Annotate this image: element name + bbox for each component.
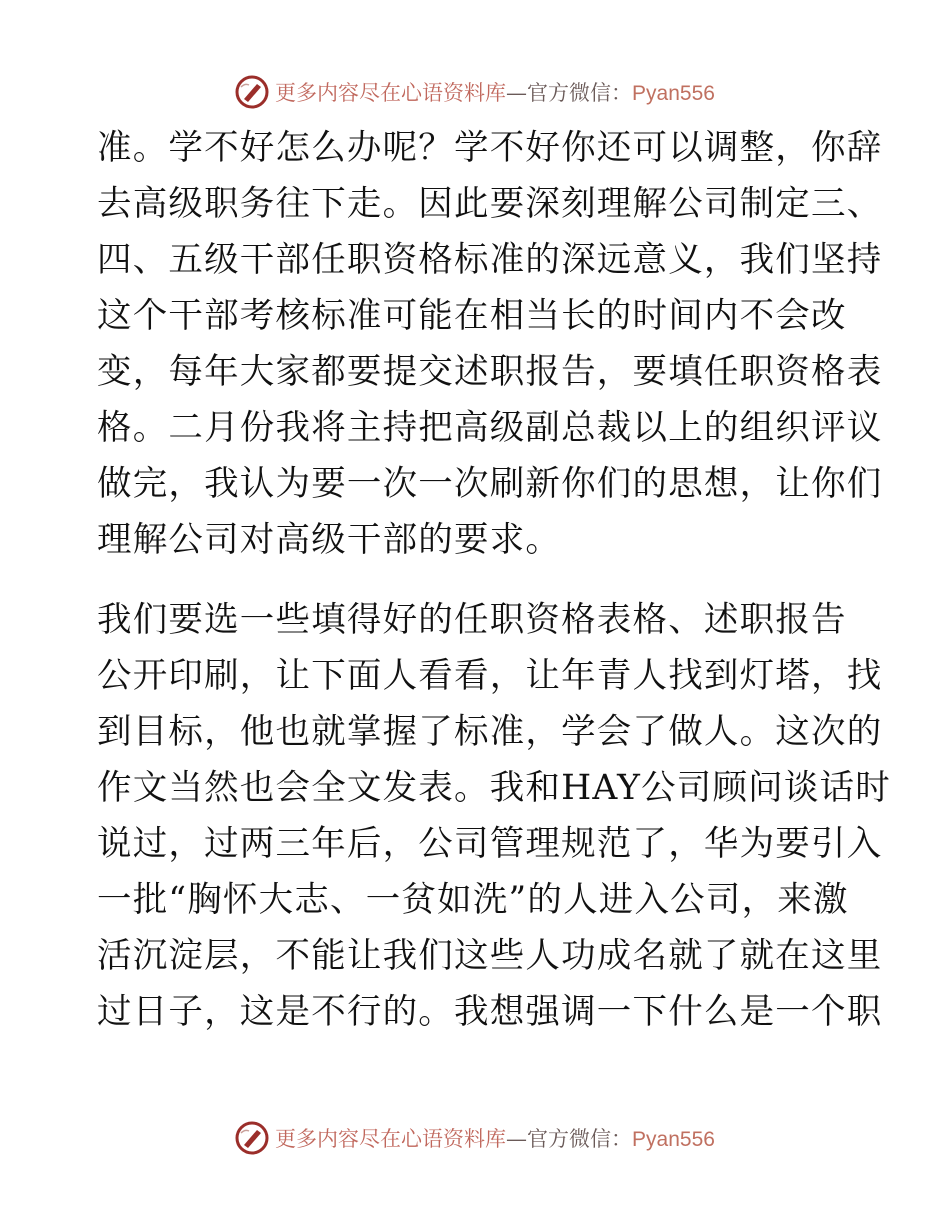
text-line: 公开印刷，让下面人看看，让年青人找到灯塔，找 [97, 656, 883, 696]
footer-watermark-text: 更多内容尽在心语资料库—官方微信：Pyan556 [275, 1127, 715, 1151]
text-line: 到目标，他也就掌握了标准，学会了做人。这次的 [97, 712, 883, 752]
quill-pen-logo-icon [235, 1121, 269, 1155]
text-line: 四、五级干部任职资格标准的深远意义，我们坚持 [97, 240, 883, 280]
header-watermark-banner [0, 72, 950, 112]
text-line: 去高级职务往下走。因此要深刻理解公司制定三、 [97, 184, 883, 224]
text-line: 格。二月份我将主持把高级副总裁以上的组织评议 [97, 408, 883, 448]
text-line: 作文当然也会全文发表。我和HAY公司顾问谈话时 [97, 768, 891, 808]
document-body [97, 120, 891, 1040]
text-line: 说过，过两三年后，公司管理规范了，华为要引入 [97, 824, 883, 864]
text-line: 做完，我认为要一次一次刷新你们的思想，让你们 [97, 464, 883, 504]
text-line: 我们要选一些填得好的任职资格表格、述职报告 [97, 600, 847, 640]
quill-pen-logo-icon [235, 75, 269, 109]
text-line: 准。学不好怎么办呢？学不好你还可以调整，你辞 [97, 128, 883, 168]
text-line: 变，每年大家都要提交述职报告，要填任职资格表 [97, 352, 883, 392]
text-line: 这个干部考核标准可能在相当长的时间内不会改 [97, 296, 847, 336]
paragraph-2 [97, 592, 891, 1040]
text-line: 理解公司对高级干部的要求。 [97, 520, 562, 560]
footer-watermark-banner [0, 1118, 950, 1158]
text-line: 过日子，这是不行的。我想强调一下什么是一个职 [97, 992, 883, 1032]
header-watermark-text: 更多内容尽在心语资料库—官方微信：Pyan556 [275, 81, 715, 105]
text-line: 一批“胸怀大志、一贫如洗”的人进入公司，来激 [97, 880, 849, 920]
paragraph-1 [97, 120, 883, 568]
text-line: 活沉淀层，不能让我们这些人功成名就了就在这里 [97, 936, 883, 976]
